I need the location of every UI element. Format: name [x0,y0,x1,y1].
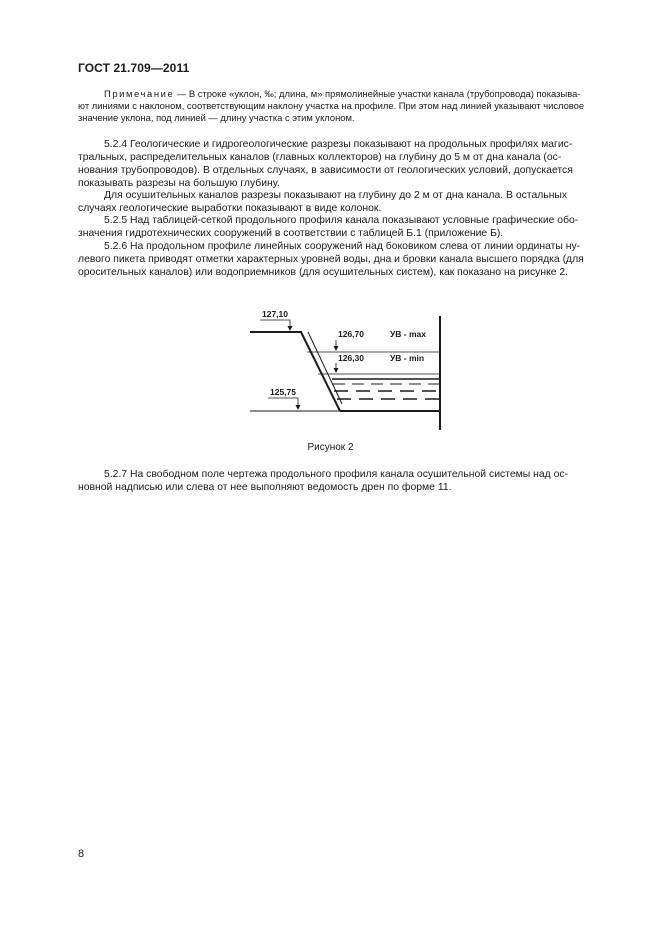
arrow-icon [296,405,301,410]
text-line: новной надписью или слева от нее выполняют ведомость дрен по форме 11. [78,481,452,493]
text-line: нования трубопроводов). В отдельных случаях, в зависимости от геологических условий, допускается [78,164,573,176]
mark-bottom-leader [268,398,298,409]
note-block [78,88,615,125]
paragraph-5-2-5 [78,215,615,241]
text-line: левого пикета приводят отметки характерных уровней воды, дна и бровки канала высшего порядка (для [78,253,584,265]
note-line: ют линиями с наклоном, соответствующим наклону участка на профиле. При этом над линией указывают числовое [78,100,585,112]
note-line: значение уклона, под линией — длину участка с этим уклоном. [78,112,355,124]
paragraph-5-2-4 [78,139,615,191]
text-line: случаях геологические выработки показывают в виде колонок. [78,202,382,214]
mark-top-label: 127,10 [262,309,288,319]
paragraph-drainage [78,190,615,216]
water-level-min-label: УВ - min [390,353,425,363]
text-line: значения гидротехнических сооружений в соответствии с таблицей Б.1 (приложение Б). [78,227,504,239]
note-label: Примечание [104,88,175,99]
figure-caption: Рисунок 2 [307,442,354,453]
text-line: тральных, распределительных каналов (главных коллекторов) на глубину до 5 м от дна канала (ос- [78,151,562,163]
text-line: 5.2.6 На продольном профиле линейных сооружений над боковиком слева от линии ординаты ну- [104,241,581,252]
note-text: — В строке «уклон, ‰; длина, м» прямолинейные участки канала (трубопровода) показыва- [174,88,581,99]
arrow-icon [334,346,339,351]
mark-top-leader [260,320,290,330]
document-header: ГОСТ 21.709—2011 [78,61,190,75]
arrow-icon [288,326,293,331]
text-line: Для осушительных каналов разрезы показывают на глубину до 2 м от дна канала. В остальных [104,190,568,201]
paragraph-5-2-7 [78,469,615,495]
mark-bottom-label: 125,75 [270,387,296,397]
water-level-max-label: УВ - max [390,329,426,339]
mark-max-label: 126,70 [338,329,364,339]
text-line: оросительных каналов) или водоприемников (для осушительных систем), как показано на рисунке 2. [78,266,569,278]
paragraph-5-2-6 [78,241,615,280]
text-line: показывать разрезы на большую глубину. [78,177,280,189]
mark-min-label: 126,30 [338,353,364,363]
page-number: 8 [78,848,85,860]
arrow-icon [334,368,339,373]
text-line: 5.2.7 На свободном поле чертежа продольного профиля канала осушительной системы над ос- [104,469,569,480]
text-line: 5.2.4 Геологические и гидрогеологические разрезы показывают на продольных профилях магис- [104,139,573,150]
canal-profile-figure [238,300,448,436]
slope-outer-line [301,332,340,411]
text-line: 5.2.5 Над таблицей-сеткой продольного профиля канала показывают условные графические обо- [104,215,579,226]
note-line [78,88,615,100]
